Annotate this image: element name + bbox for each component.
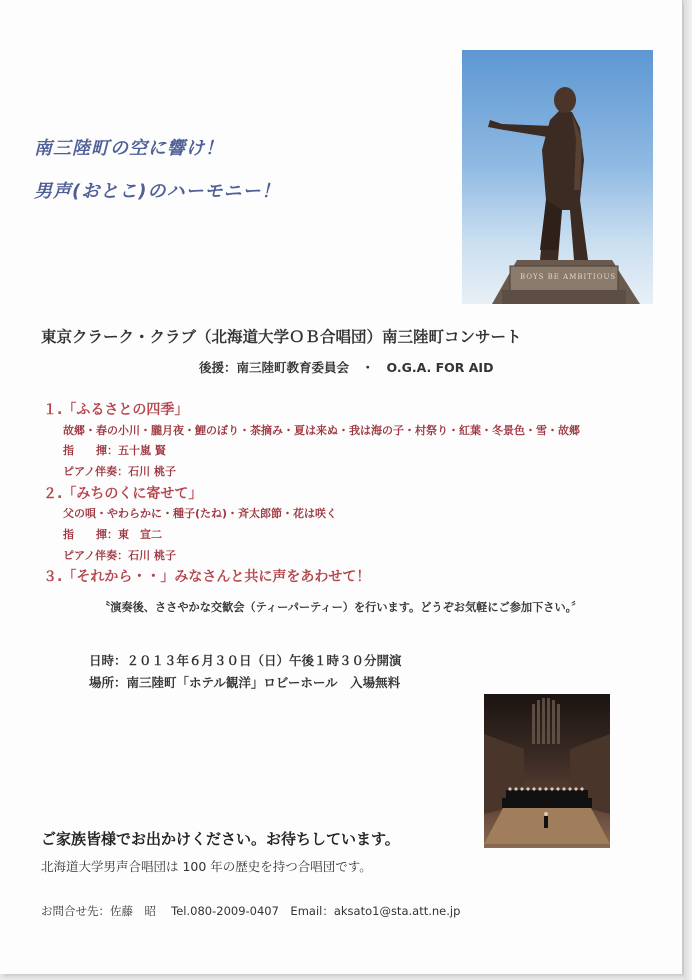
closing-message: ご家族皆様でお出かけください。お待ちしています。 bbox=[41, 830, 400, 848]
program-1-songs: 故郷・春の小川・朧月夜・鯉のぼり・茶摘み・夏は来ぬ・我は海の子・村祭り・紅葉・冬景色・雪・故郷 bbox=[63, 424, 580, 437]
program-1-piano: ピアノ伴奏：石川 桃子 bbox=[63, 465, 176, 478]
program-1-conductor: 指 揮：五十嵐 賢 bbox=[63, 444, 166, 457]
program-1-heading: １.「ふるさとの四季」 bbox=[43, 402, 189, 418]
program-2-heading: ２.「みちのくに寄せて」 bbox=[43, 486, 203, 502]
slogan-line-2: 男声(おとこ)のハーモニー！ bbox=[34, 181, 281, 202]
program-3-heading: ３.「それから・・」みなさんと共に声をあわせて！ bbox=[43, 569, 371, 585]
contact-line: お問合せ先：佐藤 昭 Tel.080-2009-0407 Email：aksato1@sta.att.ne.jp bbox=[41, 904, 461, 918]
clark-statue-photo bbox=[462, 50, 653, 304]
date-line: 日時：２０１３年６月３０日（日）午後１時３０分開演 bbox=[89, 653, 402, 668]
hall-illustration bbox=[484, 694, 610, 848]
program-2-songs: 父の唄・やわらかに・種子(たね)・斉太郎節・花は咲く bbox=[63, 507, 338, 520]
slogan-line-1: 南三陸町の空に響け！ bbox=[34, 138, 224, 159]
venue-line: 場所：南三陸町「ホテル観洋」ロビーホール 入場無料 bbox=[89, 675, 401, 690]
sponsor-line: 後援：南三陸町教育委員会 ・ O.G.A. FOR AID bbox=[199, 360, 494, 375]
statue-illustration bbox=[462, 50, 653, 304]
choir-hall-photo bbox=[484, 694, 610, 848]
party-note: 〝演奏後、ささやかな交歓会（ティーパーティー）を行います。どうぞお気軽にご参加下さい。〞 bbox=[99, 601, 583, 614]
program-2-conductor: 指 揮：東 宣二 bbox=[63, 528, 162, 541]
statue-plaque: BOYS BE AMBITIOUS bbox=[520, 273, 617, 281]
history-line: 北海道大学男声合唱団は 100 年の歴史を持つ合唱団です。 bbox=[41, 859, 372, 874]
concert-title: 東京クラーク・クラブ（北海道大学ＯＢ合唱団）南三陸町コンサート bbox=[41, 328, 522, 346]
program-2-piano: ピアノ伴奏：石川 桃子 bbox=[63, 549, 176, 562]
page-edge bbox=[684, 0, 692, 980]
